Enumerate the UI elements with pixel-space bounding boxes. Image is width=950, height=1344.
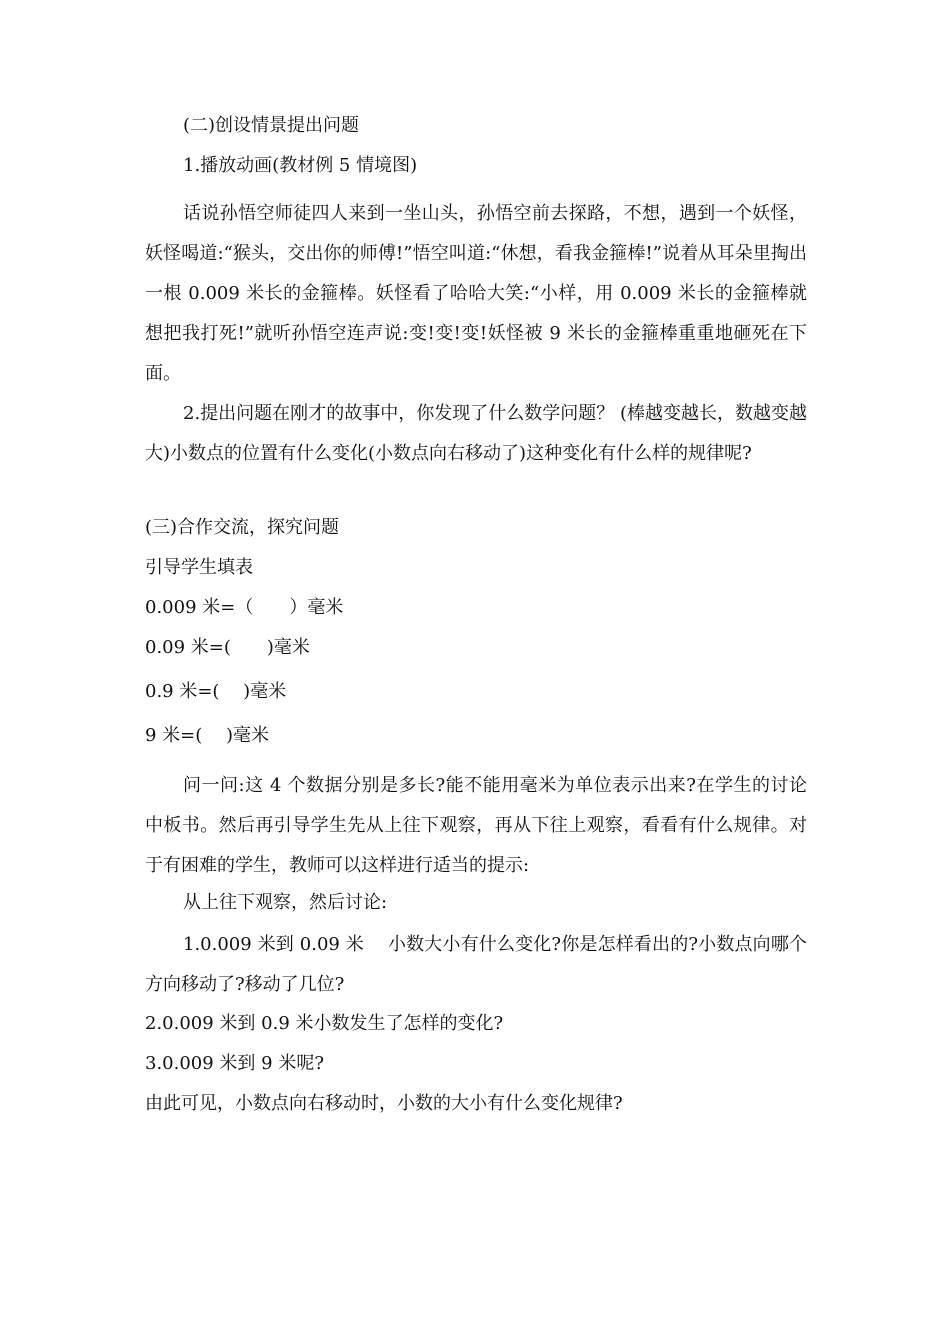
step-1-heading: 1.播放动画(教材例 5 情境图) — [183, 155, 418, 176]
observe-text: 从上往下观察，然后讨论: — [183, 892, 388, 913]
question-3: 3.0.009 米到 9 米呢? — [145, 1053, 324, 1074]
section-heading-3: (三)合作交流，探究问题 — [145, 517, 340, 538]
section-heading-2: (二)创设情景提出问题 — [183, 115, 360, 136]
guide-text: 引导学生填表 — [145, 557, 253, 578]
ask-paragraph: 问一问:这 4 个数据分别是多长?能不能用毫米为单位表示出来?在学生的讨论中板书。然后再引导学生先从上往下观察，再从下往上观察，看看有什么规律。对于有困难的学生，教师可以这样进行适当的提示: — [145, 775, 807, 876]
conversion-row-4: 9 米=( )毫米 — [145, 725, 270, 746]
conversion-row-3: 0.9 米=( )毫米 — [145, 681, 287, 702]
story-paragraph: 话说孙悟空师徒四人来到一坐山头，孙悟空前去探路，不想，遇到一个妖怪，妖怪喝道:“猴头，交出你的师傅!”悟空叫道:“休想，看我金箍棒!”说着从耳朵里掏出一根 0.009 米长的金箍棒。妖怪看了哈哈大笑:“小样，用 0.009 米长的金箍棒就想把我打死!”就听孙悟空连声说:变!变!变!妖怪被 9 米长的金箍棒重重地砸死在下面。 — [145, 203, 807, 384]
conversion-row-2: 0.09 米=( )毫米 — [145, 637, 310, 658]
conclusion-text: 由此可见，小数点向右移动时，小数的大小有什么变化规律? — [145, 1093, 623, 1114]
question-2: 2.0.009 米到 0.9 米小数发生了怎样的变化? — [145, 1013, 504, 1034]
step-2-paragraph: 2.提出问题在刚才的故事中，你发现了什么数学问题？ (棒越变越长，数越变越大)小数点的位置有什么变化(小数点向右移动了)这种变化有什么样的规律呢? — [145, 403, 807, 464]
conversion-row-1: 0.009 米=（ ）毫米 — [145, 597, 344, 618]
question-1: 1.0.009 米到 0.09 米 小数大小有什么变化?你是怎样看出的?小数点向哪个方向移动了?移动了几位? — [145, 934, 807, 995]
